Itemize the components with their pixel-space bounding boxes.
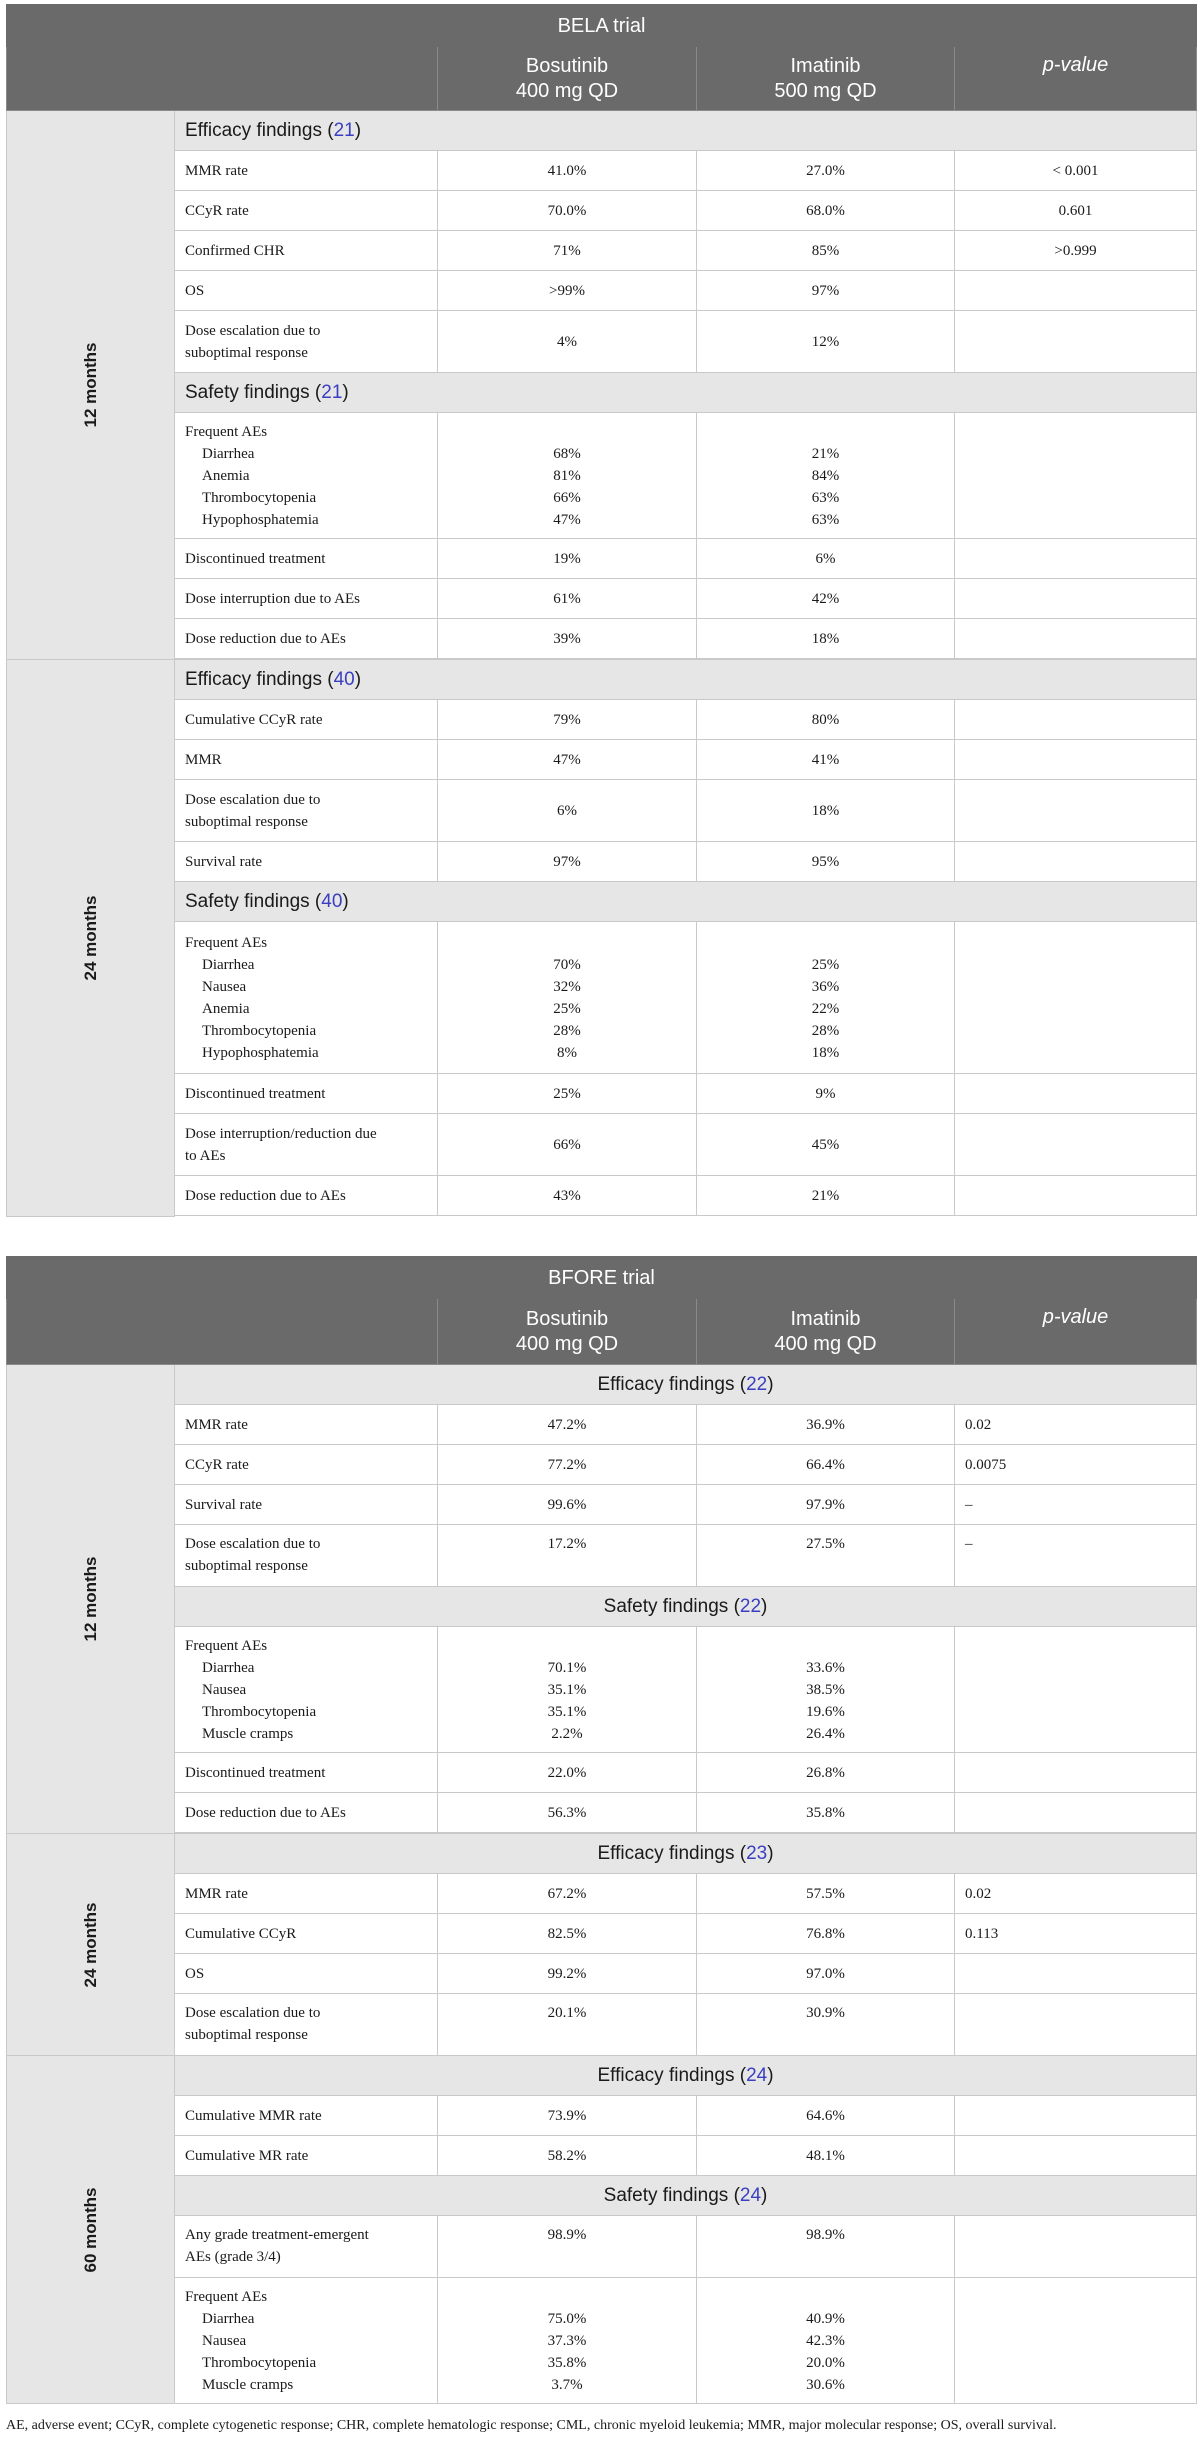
table-row: Survival rate 99.6% 97.9% – (7, 1485, 1197, 1525)
reference-link[interactable]: 40 (333, 668, 355, 690)
table-row: CCyR rate 70.0% 68.0% 0.601 (7, 191, 1197, 231)
bfore-period-12-months: 12 months (7, 1365, 175, 1834)
table-row: Cumulative MMR rate 73.9% 64.6% (7, 2096, 1197, 2136)
reference-link[interactable]: 22 (746, 1373, 768, 1395)
bela-col-imatinib: Imatinib 500 mg QD (697, 47, 955, 111)
reference-link[interactable]: 40 (321, 890, 343, 912)
table-row: Cumulative CCyR 82.5% 76.8% 0.113 (7, 1914, 1197, 1954)
frequent-aes-row: Frequent AEs Diarrhea Nausea Thrombocytopenia Muscle cramps 75.0% 37.3% 35.8% 3.7% 40.9% 42.3% 20.0% 30.6% (7, 2278, 1197, 2404)
bela-col-bosutinib: Bosutinib 400 mg QD (438, 47, 697, 111)
bela-title: BELA trial (7, 5, 1197, 47)
frequent-aes-row: Frequent AEs Diarrhea Nausea Thrombocytopenia Muscle cramps 70.1% 35.1% 35.1% 2.2% 33.6% 38.5% 19.6% 26.4% (7, 1627, 1197, 1753)
reference-link[interactable]: 22 (739, 1595, 762, 1617)
reference-link[interactable]: 24 (739, 2184, 762, 2206)
reference-link[interactable]: 21 (333, 119, 355, 141)
bfore-24-efficacy-heading: Efficacy findings (23) (175, 1834, 1197, 1874)
table-row: MMR 47% 41% (7, 740, 1197, 780)
table-footnote: AE, adverse event; CCyR, complete cytogenetic response; CHR, complete hematologic response; CML, chronic myeloid leukemia; MMR, major molecular response; OS, overall survival. (6, 2418, 1057, 2433)
bfore-60-safety-heading: Safety findings (24) (175, 2176, 1197, 2216)
table-row: Discontinued treatment 19% 6% (7, 539, 1197, 579)
bfore-col-imatinib: Imatinib 400 mg QD (697, 1299, 955, 1365)
table-row: Dose escalation due to suboptimal response 4% 12% (7, 311, 1197, 373)
bfore-header-blank (7, 1299, 438, 1365)
bfore-12-efficacy-heading: Efficacy findings (22) (175, 1365, 1197, 1405)
bfore-title: BFORE trial (7, 1257, 1197, 1299)
bfore-table (6, 1256, 1197, 2404)
table-row: Dose escalation due to suboptimal response 17.2% 27.5% – (7, 1525, 1197, 1587)
table-row: Discontinued treatment 25% 9% (7, 1074, 1197, 1114)
bela-period-24-months: 24 months (7, 660, 175, 1217)
table-row: Confirmed CHR 71% 85% >0.999 (7, 231, 1197, 271)
bfore-period-60-months: 60 months (7, 2056, 175, 2404)
bfore-60-efficacy-heading: Efficacy findings (24) (175, 2056, 1197, 2096)
bfore-col-bosutinib: Bosutinib 400 mg QD (438, 1299, 697, 1365)
table-row: MMR rate 41.0% 27.0% < 0.001 (7, 151, 1197, 191)
table-row: Any grade treatment-emergent AEs (grade 3/4) 98.9% 98.9% (7, 2216, 1197, 2278)
bela-24-efficacy-heading: Efficacy findings (40) (175, 660, 1197, 700)
table-row: Discontinued treatment 22.0% 26.8% (7, 1753, 1197, 1793)
reference-link[interactable]: 21 (321, 381, 343, 403)
table-row: OS 99.2% 97.0% (7, 1954, 1197, 1994)
bela-header-blank (7, 47, 438, 111)
bfore-col-pvalue: p-value (955, 1299, 1197, 1365)
table-row: Dose interruption due to AEs 61% 42% (7, 579, 1197, 619)
table-row: OS >99% 97% (7, 271, 1197, 311)
bela-col-pvalue: p-value (955, 47, 1197, 111)
bela-12-efficacy-heading: Efficacy findings (21) (175, 111, 1197, 151)
table-row: CCyR rate 77.2% 66.4% 0.0075 (7, 1445, 1197, 1485)
table-row: Survival rate 97% 95% (7, 842, 1197, 882)
bfore-period-24-months: 24 months (7, 1834, 175, 2056)
table-row: Cumulative CCyR rate 79% 80% (7, 700, 1197, 740)
table-row: Dose escalation due to suboptimal response 20.1% 30.9% (7, 1994, 1197, 2056)
table-row: MMR rate 47.2% 36.9% 0.02 (7, 1405, 1197, 1445)
table-row: Dose reduction due to AEs 43% 21% (7, 1176, 1197, 1216)
table-row: MMR rate 67.2% 57.5% 0.02 (7, 1874, 1197, 1914)
reference-link[interactable]: 23 (746, 1842, 768, 1864)
table-row: Cumulative MR rate 58.2% 48.1% (7, 2136, 1197, 2176)
bfore-12-safety-heading: Safety findings (22) (175, 1587, 1197, 1627)
table-row: Dose reduction due to AEs 56.3% 35.8% (7, 1793, 1197, 1833)
reference-link[interactable]: 24 (746, 2064, 768, 2086)
table-row: Dose interruption/reduction due to AEs 66% 45% (7, 1114, 1197, 1176)
bela-period-12-months: 12 months (7, 111, 175, 660)
bela-24-safety-heading: Safety findings (40) (175, 882, 1197, 922)
bela-table (6, 4, 1197, 1217)
frequent-aes-row: Frequent AEs Diarrhea Nausea Anemia Thrombocytopenia Hypophosphatemia 70% 32% 25% 28% 8% 25% 36% 22% 28% 18% (7, 922, 1197, 1074)
table-row: Dose escalation due to suboptimal response 6% 18% (7, 780, 1197, 842)
frequent-aes-row: Frequent AEs Diarrhea Anemia Thrombocytopenia Hypophosphatemia 68% 81% 66% 47% 21% 84% 63% 63% (7, 413, 1197, 539)
table-row: Dose reduction due to AEs 39% 18% (7, 619, 1197, 659)
bela-12-safety-heading: Safety findings (21) (175, 373, 1197, 413)
